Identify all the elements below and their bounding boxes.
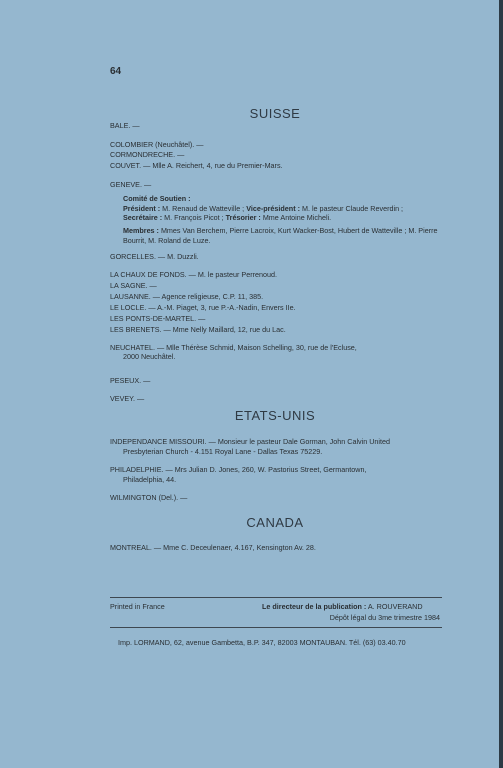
entry-peseux: PESEUX. — xyxy=(110,376,151,385)
directeur-label: Le directeur de la publication : xyxy=(262,602,367,611)
entry-bale: BALE. — xyxy=(110,121,140,130)
entry-chaux-de-fonds: LA CHAUX DE FONDS. — M. le pasteur Perrenoud. xyxy=(110,270,277,279)
entry-independance-cont: Presbyterian Church - 4.151 Royal Lane - Dallas Texas 75229. xyxy=(123,447,323,456)
secretaire-text: M. François Picot ; xyxy=(162,213,224,222)
tresorier-text: Mme Antoine Micheli. xyxy=(260,213,332,222)
president-text: M. Renaud de Watteville ; xyxy=(160,204,245,213)
entry-montreal: MONTREAL. — Mme C. Deceulenaer, 4.167, Kensington Av. 28. xyxy=(110,543,316,552)
entry-independance: INDEPENDANCE MISSOURI. — Monsieur le pasteur Dale Gorman, John Calvin United xyxy=(110,437,391,446)
vice-president-text: M. le pasteur Claude Reverdin ; xyxy=(299,204,404,213)
entry-geneve: GENEVE. — xyxy=(110,180,152,189)
entry-colombier: COLOMBIER (Neuchâtel). — xyxy=(110,140,204,149)
membres-label: Membres : xyxy=(123,226,159,235)
footer-rule-bottom xyxy=(110,627,442,628)
printed-in-france: Printed in France xyxy=(110,602,165,611)
entry-ponts-de-martel: LES PONTS-DE-MARTEL. — xyxy=(110,314,206,323)
heading-canada: CANADA xyxy=(246,515,304,530)
page-number: 64 xyxy=(110,66,122,77)
entry-brenets: LES BRENETS. — Mme Nelly Maillard, 12, rue du Lac. xyxy=(110,325,286,334)
directeur-name: A. ROUVERAND xyxy=(366,602,423,611)
entry-neuchatel: NEUCHATEL. — Mlle Thérèse Schmid, Maison Schelling, 30, rue de l'Ecluse, xyxy=(110,343,357,352)
depot-legal: Dépôt légal du 3me trimestre 1984 xyxy=(329,613,440,622)
entry-vevey: VEVEY. — xyxy=(110,394,145,403)
entry-locle: LE LOCLE. — A.-M. Piaget, 3, rue P.-A.-Nadin, Envers IIe. xyxy=(110,303,296,312)
entry-sagne: LA SAGNE. — xyxy=(110,281,157,290)
entry-cormondreche: CORMONDRECHE. — xyxy=(110,150,185,159)
comite-secretaire-line xyxy=(123,213,331,223)
membres-text: Mmes Van Berchem, Pierre Lacroix, Kurt Wacker-Bost, Hubert de Watteville ; M. Pierre Bourrit, M. Roland de Luze. xyxy=(123,226,438,245)
tresorier-label: Trésorier : xyxy=(225,213,261,222)
comite-title: Comité de Soutien : xyxy=(123,194,191,203)
heading-etats-unis: ETATS-UNIS xyxy=(234,408,316,423)
imprint-line: Imp. LORMAND, 62, avenue Gambetta, B.P. 347, 82003 MONTAUBAN. Tél. (63) 03.40.70 xyxy=(118,638,406,647)
entry-lausanne: LAUSANNE. — Agence religieuse, C.P. 11, 385. xyxy=(110,292,264,301)
page-edge-shadow xyxy=(499,0,503,768)
secretaire-label: Secrétaire : xyxy=(123,213,163,222)
heading-suisse: SUISSE xyxy=(249,106,301,121)
president-label: Président : xyxy=(123,204,161,213)
entry-couvet: COUVET. — Mlle A. Reichert, 4, rue du Premier-Mars. xyxy=(110,161,283,170)
publication-director xyxy=(262,602,440,622)
entry-gorgelles: GORCELLES. — M. Duzzli. xyxy=(110,252,199,261)
entry-neuchatel-cont: 2000 Neuchâtel. xyxy=(123,352,176,361)
footer-rule-top xyxy=(110,597,442,598)
entry-philadelphie-cont: Philadelphia, 44. xyxy=(123,475,177,484)
comite-membres xyxy=(123,226,441,245)
entry-wilmington: WILMINGTON (Del.). — xyxy=(110,493,188,502)
entry-philadelphie: PHILADELPHIE. — Mrs Julian D. Jones, 260, W. Pastorius Street, Germantown, xyxy=(110,465,367,474)
vice-president-label: Vice-président : xyxy=(246,204,300,213)
